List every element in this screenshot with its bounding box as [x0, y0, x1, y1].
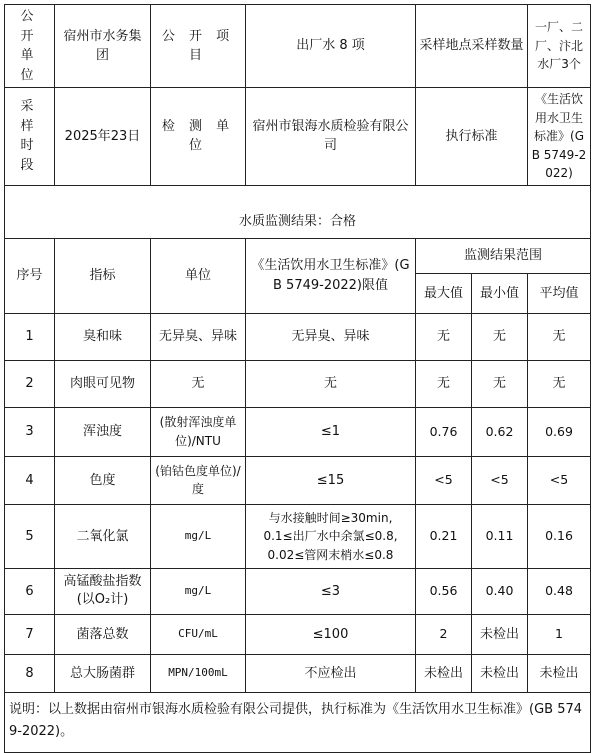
row-no: 8 [5, 654, 55, 692]
row-max: 无 [416, 313, 472, 360]
row-indicator: 二氧化氯 [55, 504, 151, 568]
row-avg: 无 [528, 360, 591, 407]
disclosure-unit-value: 宿州市水务集团 [55, 5, 151, 88]
row-avg: 1 [528, 614, 591, 654]
row-indicator: 浑浊度 [55, 407, 151, 456]
row-limit-line: 与水接触时间≥30min, [268, 510, 393, 525]
sampling-sites-label: 采样地点采样数量 [416, 5, 528, 88]
row-indicator: 菌落总数 [55, 614, 151, 654]
col-header-min: 最小值 [472, 273, 528, 313]
disclosure-unit-label: 公 开 单 位 [5, 5, 55, 88]
row-limit-line: 0.1≤出厂水中余氯≤0.8, [263, 529, 398, 544]
standard-label: 执行标准 [416, 88, 528, 186]
col-header-limit: 《生活饮用水卫生标准》(GB 5749-2022)限值 [246, 238, 416, 313]
row-avg: 0.16 [528, 504, 591, 568]
row-unit: (散射浑浊度单位)/NTU [151, 407, 246, 456]
col-header-avg: 平均值 [528, 273, 591, 313]
col-header-max: 最大值 [416, 273, 472, 313]
row-avg: <5 [528, 456, 591, 504]
sampling-period-value: 2025年23日 [55, 88, 151, 186]
disclosure-item-value: 出厂水 8 项 [246, 5, 416, 88]
table-row [5, 614, 591, 654]
row-min: 无 [472, 313, 528, 360]
header-row-2 [5, 88, 591, 186]
row-unit: 无异臭、异味 [151, 313, 246, 360]
row-min: 0.62 [472, 407, 528, 456]
row-limit: ≤3 [246, 568, 416, 614]
row-avg: 未检出 [528, 654, 591, 692]
row-avg: 无 [528, 313, 591, 360]
row-no: 6 [5, 568, 55, 614]
row-unit: MPN/100mL [151, 654, 246, 692]
row-no: 4 [5, 456, 55, 504]
note-row [5, 692, 591, 752]
row-min: <5 [472, 456, 528, 504]
row-indicator: 色度 [55, 456, 151, 504]
row-unit: mg/L [151, 568, 246, 614]
summary-text: 水质监测结果：合格 [239, 213, 357, 229]
row-unit: (铂钴色度单位)/度 [151, 456, 246, 504]
row-no: 3 [5, 407, 55, 456]
row-max: 0.56 [416, 568, 472, 614]
table-row [5, 313, 591, 360]
row-limit-line: 0.02≤管网末梢水≤0.8 [267, 547, 394, 562]
note-text: 说明：以上数据由宿州市银海水质检验有限公司提供，执行标准为《生活饮用水卫生标准》(GB 5749-2022)。 [5, 692, 591, 752]
row-avg: 0.69 [528, 407, 591, 456]
col-header-unit: 单位 [151, 238, 246, 313]
disclosure-item-label: 公 开 项 目 [151, 5, 246, 88]
row-indicator-line: (以O₂计) [76, 592, 129, 608]
row-indicator-line: 高锰酸盐指数 [63, 574, 142, 590]
row-limit: 无 [246, 360, 416, 407]
table-row [5, 568, 591, 614]
row-limit: ≤15 [246, 456, 416, 504]
summary-row [5, 185, 591, 238]
col-header-indicator: 指标 [55, 238, 151, 313]
sampling-period-label: 采 样 时 段 [5, 88, 55, 186]
row-limit: 无异臭、异味 [246, 313, 416, 360]
row-unit: CFU/mL [151, 614, 246, 654]
standard-value: 《生活饮用水卫生标准》(GB 5749-2022) [528, 88, 591, 186]
row-no: 5 [5, 504, 55, 568]
row-no: 7 [5, 614, 55, 654]
row-unit: 无 [151, 360, 246, 407]
row-avg: 0.48 [528, 568, 591, 614]
row-unit: mg/L [151, 504, 246, 568]
row-limit: ≤100 [246, 614, 416, 654]
col-header-no: 序号 [5, 238, 55, 313]
table-row [5, 504, 591, 568]
row-limit: ≤1 [246, 407, 416, 456]
row-min: 0.11 [472, 504, 528, 568]
table-row [5, 456, 591, 504]
row-max: 0.76 [416, 407, 472, 456]
row-min: 0.40 [472, 568, 528, 614]
row-indicator: 臭和味 [55, 313, 151, 360]
column-header-row [5, 238, 591, 273]
col-header-range: 监测结果范围 [416, 238, 591, 273]
row-min: 未检出 [472, 654, 528, 692]
table-row [5, 360, 591, 407]
row-max: 无 [416, 360, 472, 407]
header-row-1 [5, 5, 591, 88]
row-max: 0.21 [416, 504, 472, 568]
row-max: <5 [416, 456, 472, 504]
row-max: 未检出 [416, 654, 472, 692]
water-quality-table [4, 4, 591, 753]
row-min: 未检出 [472, 614, 528, 654]
table-row [5, 407, 591, 456]
row-indicator: 肉眼可见物 [55, 360, 151, 407]
row-indicator: 总大肠菌群 [55, 654, 151, 692]
row-limit: 不应检出 [246, 654, 416, 692]
row-limit [246, 504, 416, 568]
testing-unit-label: 检 测 单 位 [151, 88, 246, 186]
row-indicator [55, 568, 151, 614]
row-no: 2 [5, 360, 55, 407]
row-max: 2 [416, 614, 472, 654]
sampling-sites-value: 一厂、二厂、汴北水厂3个 [528, 5, 591, 88]
testing-unit-value: 宿州市银海水质检验有限公司 [246, 88, 416, 186]
row-min: 无 [472, 360, 528, 407]
table-row [5, 654, 591, 692]
row-no: 1 [5, 313, 55, 360]
